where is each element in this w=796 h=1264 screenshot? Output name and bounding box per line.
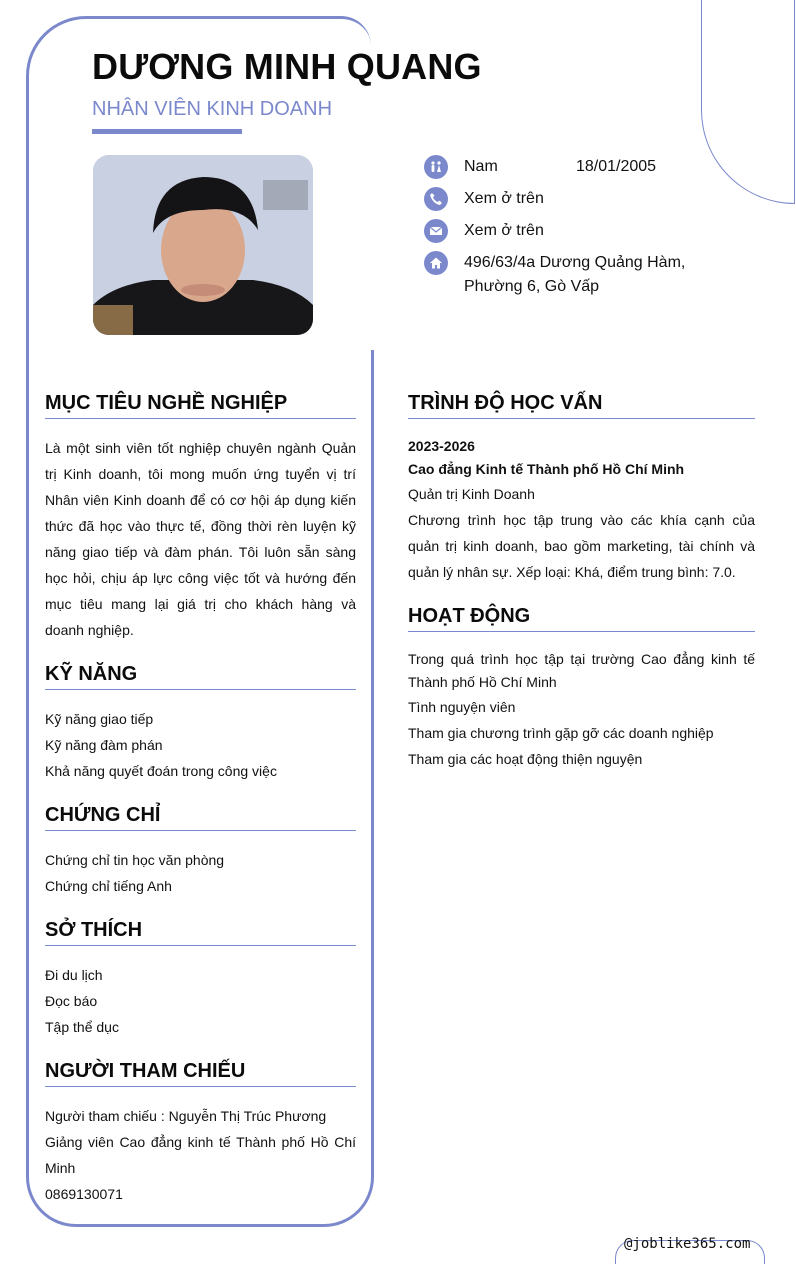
skills-title: KỸ NĂNG: [45, 663, 356, 690]
references-title: NGƯỜI THAM CHIẾU: [45, 1060, 356, 1087]
skill-item: Kỹ năng đàm phán: [45, 737, 163, 753]
left-column: [45, 392, 356, 1227]
contact-info: [424, 155, 724, 307]
phone-value: Xem ở trên: [464, 190, 544, 207]
role-underline: [92, 129, 242, 134]
footer-brand: @joblike365.com: [624, 1236, 751, 1252]
gender-value: Nam: [464, 158, 498, 175]
certificate-item: Chứng chỉ tiếng Anh: [45, 878, 172, 894]
frame-left-border: [26, 90, 29, 1165]
activity-item: Tham gia các hoạt động thiện nguyện: [408, 751, 643, 767]
activity-item: Tham gia chương trình gặp gỡ các doanh nghiệp: [408, 725, 714, 741]
activities-title: HOẠT ĐỘNG: [408, 605, 755, 632]
education-title: TRÌNH ĐỘ HỌC VẤN: [408, 392, 755, 419]
dob-value: 18/01/2005: [576, 158, 657, 175]
skill-item: Khả năng quyết đoán trong công việc: [45, 763, 277, 779]
education-major: Quản trị Kinh Doanh: [408, 486, 535, 502]
education-description: Chương trình học tập trung vào các khía cạnh của quản trị kinh doanh, bao gồm marketing, tài chính và quản lý nhân sự. Xếp loại: Khá, điểm trung bình: 7.0.: [408, 512, 755, 580]
email-row: [424, 219, 724, 243]
home-icon: [424, 251, 448, 275]
hobbies-section: [45, 919, 356, 1040]
candidate-role: NHÂN VIÊN KINH DOANH: [92, 98, 333, 120]
hobbies-title: SỞ THÍCH: [45, 919, 356, 946]
activities-intro: Trong quá trình học tập tại trường Cao đẳng kinh tế Thành phố Hồ Chí Minh: [408, 651, 755, 690]
hobby-item: Đi du lịch: [45, 967, 103, 983]
activities-section: [408, 605, 755, 772]
profile-photo: [93, 155, 313, 335]
address-row: [424, 251, 724, 299]
certificates-section: [45, 804, 356, 899]
certificate-item: Chứng chỉ tin học văn phòng: [45, 852, 225, 868]
gender-dob-row: [424, 155, 724, 179]
education-years: 2023-2026: [408, 438, 475, 454]
hobby-item: Tập thể dục: [45, 1019, 119, 1035]
envelope-icon: [424, 219, 448, 243]
gender-icon: [424, 155, 448, 179]
email-value: Xem ở trên: [464, 222, 544, 239]
right-column: [408, 392, 755, 792]
certificates-title: CHỨNG CHỈ: [45, 804, 356, 831]
objective-text: Là một sinh viên tốt nghiệp chuyên ngành Quản trị Kinh doanh, tôi mong muốn ứng tuyển vị trí Nhân viên Kinh doanh để có cơ hội áp dụng kiến thức đã học vào thực tế, đồng thời rèn luyện kỹ năng giao tiếp và đàm phán. Tôi luôn sẵn sàng học hỏi, chịu áp lực công việc tốt và hướng đến mục tiêu mang lại giá trị cho khách hàng và doanh nghiệp.: [45, 440, 356, 638]
education-section: [408, 392, 755, 585]
candidate-name: DƯƠNG MINH QUANG: [92, 46, 482, 87]
column-divider: [371, 350, 374, 1110]
objective-section: [45, 392, 356, 643]
skill-item: Kỹ năng giao tiếp: [45, 711, 154, 727]
address-line-2: Phường 6, Gò Vấp: [464, 278, 600, 295]
phone-row: [424, 187, 724, 211]
activity-item: Tình nguyện viên: [408, 699, 516, 715]
phone-icon: [424, 187, 448, 211]
reference-name: Người tham chiếu : Nguyễn Thị Trúc Phương: [45, 1108, 327, 1124]
references-section: [45, 1060, 356, 1207]
address-line-1: 496/63/4a Dương Quảng Hàm,: [464, 254, 686, 271]
profile-photo-illustration: [93, 155, 313, 335]
address-value: [464, 251, 685, 299]
skills-section: [45, 663, 356, 784]
education-school: Cao đẳng Kinh tế Thành phố Hồ Chí Minh: [408, 461, 685, 477]
reference-position: Giảng viên Cao đẳng kinh tế Thành phố Hồ Chí Minh: [45, 1134, 356, 1176]
objective-title: MỤC TIÊU NGHỀ NGHIỆP: [45, 392, 356, 419]
hobby-item: Đọc báo: [45, 993, 98, 1009]
reference-phone: 0869130071: [45, 1186, 123, 1202]
